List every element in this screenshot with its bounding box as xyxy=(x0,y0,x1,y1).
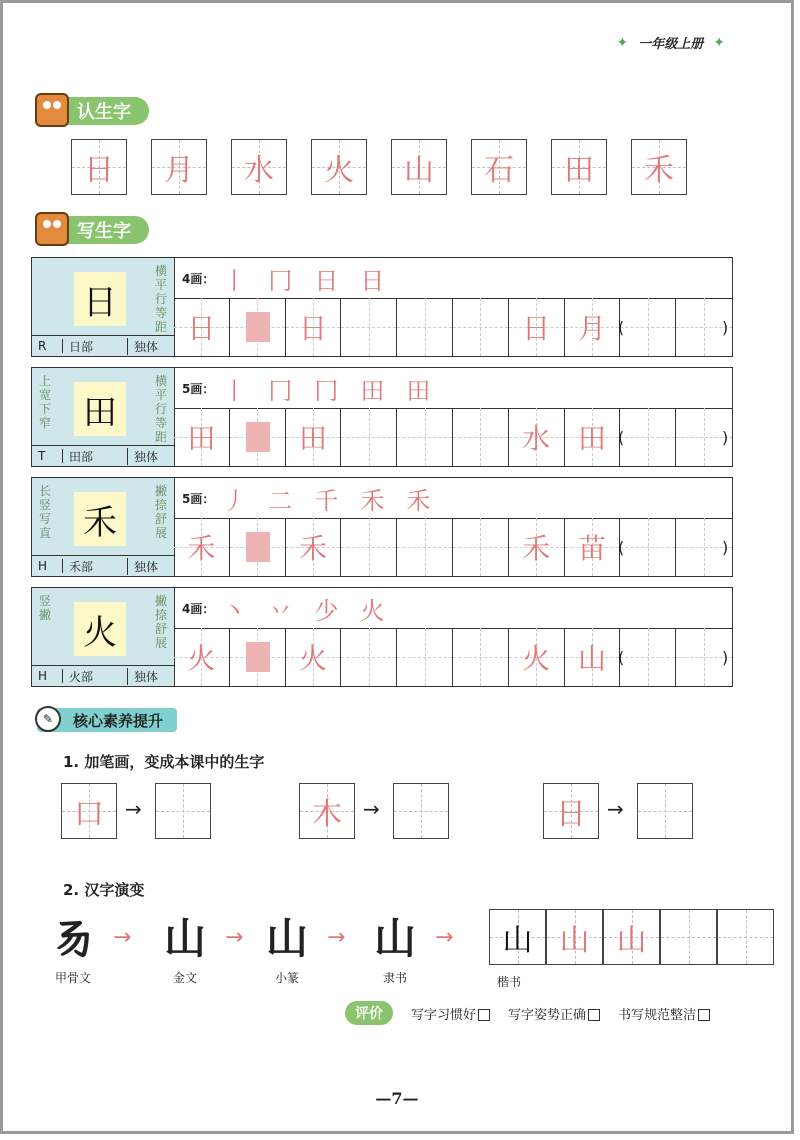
model-char: 火 xyxy=(74,602,126,656)
left-tip: 长竖写直 xyxy=(38,484,51,540)
diamond-icon: ✦ xyxy=(616,34,629,51)
char-box xyxy=(151,139,207,195)
kaishu-cell[interactable] xyxy=(717,909,774,965)
practice-cell[interactable]: 禾 xyxy=(509,518,565,576)
paren-close: ) xyxy=(722,647,729,667)
arrow-icon: → xyxy=(607,797,624,821)
practice-cell[interactable]: 日 xyxy=(286,298,342,356)
stroke-step: 冂 xyxy=(268,266,293,295)
section-title: 核心素养提升 xyxy=(73,711,164,730)
evolution-form: 山 隶书 xyxy=(373,914,416,985)
page-header xyxy=(617,33,725,52)
practice-cell[interactable] xyxy=(620,408,676,466)
kaishu-cell[interactable]: 山 xyxy=(546,909,603,965)
source-char-box: 口 xyxy=(61,783,117,839)
right-tip: 横平行等距 xyxy=(154,264,167,334)
practice-cell[interactable]: 田 xyxy=(286,408,342,466)
kaishu-cell: 山 xyxy=(489,909,546,965)
practice-cell[interactable] xyxy=(620,298,676,356)
char-card xyxy=(32,258,175,356)
checkbox-icon xyxy=(478,1009,490,1021)
stroke-order: 5画： 丨 冂 冂 田 田 xyxy=(174,368,732,409)
left-tip: 上宽下窄 xyxy=(38,374,51,430)
model-char: 田 xyxy=(74,382,126,436)
answer-box[interactable] xyxy=(637,783,693,839)
evolution-form: 𠃓 甲骨文 xyxy=(51,914,94,985)
practice-cell[interactable] xyxy=(620,518,676,576)
paren-open: ( xyxy=(618,427,625,447)
practice-cell[interactable] xyxy=(230,408,286,466)
right-tip: 横平行等距 xyxy=(154,374,167,444)
evolution-form: 山 金文 xyxy=(163,914,206,985)
char-text: 田 xyxy=(564,153,594,188)
stroke-step: 火 xyxy=(360,596,385,625)
kaishu-label: 楷书 xyxy=(497,975,522,989)
page-number: —7— xyxy=(375,1089,419,1108)
stroke-step: 丷 xyxy=(268,596,293,625)
practice-grid[interactable] xyxy=(174,628,732,686)
kaishu-cell[interactable] xyxy=(660,909,717,965)
model-char: 日 xyxy=(74,272,126,326)
arrow-icon: → xyxy=(435,925,454,950)
writing-row xyxy=(31,367,733,467)
practice-cell[interactable]: 禾 xyxy=(286,518,342,576)
char-box xyxy=(551,139,607,195)
stroke-order: 5画： 丿 二 千 禾 禾 xyxy=(174,478,732,519)
stroke-step: 二 xyxy=(268,486,293,515)
stroke-order: 4画： 丨 冂 日 日 xyxy=(174,258,732,299)
right-tip: 撇捺舒展 xyxy=(154,594,167,650)
arrow-icon: → xyxy=(113,925,132,950)
stroke-step: 丶 xyxy=(222,596,247,625)
practice-cell[interactable] xyxy=(230,298,286,356)
practice-cell[interactable]: 日 xyxy=(174,298,230,356)
stroke-step: 千 xyxy=(314,486,339,515)
stroke-step: 少 xyxy=(314,596,339,625)
practice-cell[interactable] xyxy=(620,628,676,686)
practice-cell[interactable] xyxy=(397,408,453,466)
writing-row xyxy=(31,477,733,577)
arrow-icon: → xyxy=(363,797,380,821)
diamond-icon: ✦ xyxy=(713,34,725,51)
eval-item-2[interactable]: 写字姿势正确 xyxy=(508,1004,600,1023)
eval-item-1[interactable]: 写字习惯好 xyxy=(411,1004,490,1023)
section-core-badge xyxy=(37,708,177,732)
practice-cell[interactable] xyxy=(230,628,286,686)
answer-box[interactable] xyxy=(155,783,211,839)
practice-cell[interactable] xyxy=(453,298,509,356)
char-info: T 田部 独体 xyxy=(32,445,174,466)
stroke-step: 丨 xyxy=(222,266,247,295)
practice-cell[interactable] xyxy=(341,628,397,686)
question-2-label: 2. 汉字演变 xyxy=(63,881,145,899)
left-tip: 竖撇 xyxy=(38,594,51,622)
stroke-step: 日 xyxy=(314,266,339,295)
practice-cell[interactable]: 日 xyxy=(509,298,565,356)
char-box xyxy=(471,139,527,195)
section-title: 认生字 xyxy=(77,102,131,123)
char-info: H 禾部 独体 xyxy=(32,555,174,576)
paren-open: ( xyxy=(618,317,625,337)
practice-cell[interactable] xyxy=(453,518,509,576)
practice-grid[interactable] xyxy=(174,518,732,576)
char-text: 火 xyxy=(324,153,354,188)
char-text: 山 xyxy=(404,153,434,188)
model-char: 禾 xyxy=(74,492,126,546)
char-text: 日 xyxy=(84,153,114,188)
owl-icon xyxy=(35,212,69,246)
stroke-step: 丿 xyxy=(222,486,247,515)
paren-close: ) xyxy=(722,317,729,337)
evolution-form: 山 小篆 xyxy=(265,914,308,985)
char-card xyxy=(32,478,175,576)
section-recognize-badge xyxy=(37,97,149,125)
practice-cell[interactable] xyxy=(397,628,453,686)
char-card xyxy=(32,588,175,686)
practice-cell[interactable] xyxy=(341,298,397,356)
practice-cell[interactable]: 田 xyxy=(565,408,621,466)
practice-cell[interactable] xyxy=(397,518,453,576)
char-box xyxy=(231,139,287,195)
eval-item-3[interactable]: 书写规范整洁 xyxy=(618,1004,710,1023)
arrow-icon: → xyxy=(327,925,346,950)
practice-cell[interactable]: 火 xyxy=(509,628,565,686)
char-box xyxy=(311,139,367,195)
practice-cell[interactable]: 禾 xyxy=(174,518,230,576)
stroke-step: 田 xyxy=(360,376,385,405)
question-1-label: 1. 加笔画，变成本课中的生字 xyxy=(63,753,265,771)
practice-cell[interactable] xyxy=(397,298,453,356)
practice-grid[interactable] xyxy=(174,298,732,356)
paren-close: ) xyxy=(722,537,729,557)
source-char-box: 木 xyxy=(299,783,355,839)
stroke-step: 冂 xyxy=(268,376,293,405)
practice-cell[interactable]: 田 xyxy=(174,408,230,466)
paren-open: ( xyxy=(618,537,625,557)
practice-cell[interactable]: 月 xyxy=(565,298,621,356)
stroke-order: 4画： 丶 丷 少 火 xyxy=(174,588,732,629)
practice-cell[interactable]: 水 xyxy=(509,408,565,466)
practice-cell[interactable] xyxy=(341,518,397,576)
practice-cell[interactable]: 苗 xyxy=(565,518,621,576)
paren-open: ( xyxy=(618,647,625,667)
arrow-icon: → xyxy=(225,925,244,950)
evaluation-bar xyxy=(345,1001,710,1025)
practice-cell[interactable] xyxy=(230,518,286,576)
practice-cell[interactable]: 火 xyxy=(286,628,342,686)
kaishu-cell[interactable]: 山 xyxy=(603,909,660,965)
section-write-badge xyxy=(37,216,149,244)
writing-row xyxy=(31,587,733,687)
char-text: 禾 xyxy=(644,153,674,188)
source-char-box: 日 xyxy=(543,783,599,839)
right-tip: 撇捺舒展 xyxy=(154,484,167,540)
char-text: 石 xyxy=(484,153,514,188)
practice-grid[interactable] xyxy=(174,408,732,466)
checkbox-icon xyxy=(588,1009,600,1021)
stroke-step: 田 xyxy=(406,376,431,405)
owl-icon xyxy=(35,93,69,127)
char-text: 月 xyxy=(164,153,194,188)
char-card xyxy=(32,368,175,466)
arrow-icon: → xyxy=(125,797,142,821)
writing-row xyxy=(31,257,733,357)
char-info: H 火部 独体 xyxy=(32,665,174,686)
answer-box[interactable] xyxy=(393,783,449,839)
char-box xyxy=(71,139,127,195)
stroke-step: 禾 xyxy=(406,486,431,515)
evaluation-badge: 评价 xyxy=(345,1001,393,1025)
practice-cell[interactable]: 山 xyxy=(565,628,621,686)
pencil-icon: ✎ xyxy=(35,706,61,732)
stroke-step: 丨 xyxy=(222,376,247,405)
checkbox-icon xyxy=(698,1009,710,1021)
practice-cell[interactable]: 火 xyxy=(174,628,230,686)
stroke-step: 禾 xyxy=(360,486,385,515)
stroke-step: 冂 xyxy=(314,376,339,405)
practice-cell[interactable] xyxy=(453,628,509,686)
grade-label: 一年级上册 xyxy=(638,37,704,52)
section-title: 写生字 xyxy=(77,221,131,242)
practice-cell[interactable] xyxy=(453,408,509,466)
char-box xyxy=(391,139,447,195)
practice-cell[interactable] xyxy=(341,408,397,466)
char-info: R 日部 独体 xyxy=(32,335,174,356)
paren-close: ) xyxy=(722,427,729,447)
char-text: 水 xyxy=(244,153,274,188)
char-box xyxy=(631,139,687,195)
stroke-step: 日 xyxy=(360,266,385,295)
